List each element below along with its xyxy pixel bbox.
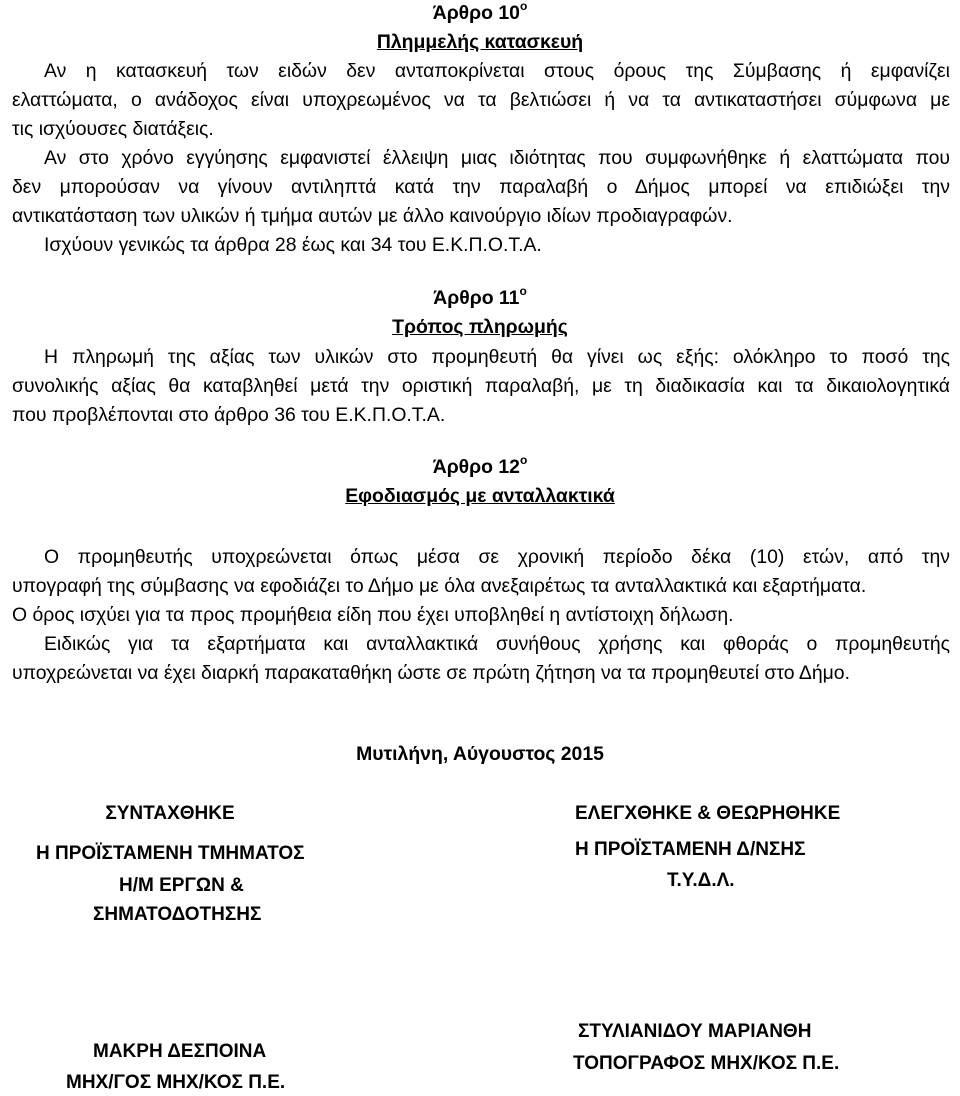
article-11-line-1: Η πληρωμή της αξίας των υλικών στο προμηθευτή θα γίνει ως εξής: ολόκληρο το ποσό της [44,346,950,368]
left-signature-dept-line1: Η/Μ ΕΡΓΩΝ & [119,875,244,896]
article-11-sup: ο [519,284,527,298]
left-signature-role: Η ΠΡΟΪΣΤΑΜΕΝΗ ΤΜΗΜΑΤΟΣ [36,843,305,864]
article-12-line-3: Ο όρος ισχύει για τα προς προμήθεια είδη που έχει υποβληθεί η αντίστοιχη δήλωση. [12,604,734,626]
left-signature-name: ΜΑΚΡΗ ΔΕΣΠΟΙΝΑ [93,1041,267,1062]
article-11-number: Άρθρο 11 [433,287,520,309]
article-10-line-6: αντικατάσταση των υλικών ή τμήμα αυτών με άλλο καινούργιο ιδίων προδιαγραφών. [12,205,733,227]
article-10-line-4: Αν στο χρόνο εγγύησης εμφανιστεί έλλειψη μιας ιδιότητας που συμφωνήθηκε ή ελαττώματα που [44,147,950,169]
article-12-heading [0,453,960,479]
left-signature-title: ΜΗΧ/ΓΟΣ ΜΗΧ/ΚΟΣ Π.Ε. [66,1072,286,1093]
article-12-line-4: Ειδικώς για τα εξαρτήματα και ανταλλακτικά συνήθους χρήσης και φθοράς ο προμηθευτής [44,633,950,655]
article-10-number: Άρθρο 10 [432,2,520,24]
right-signature-title: ΤΟΠΟΓΡΑΦΟΣ ΜΗΧ/ΚΟΣ Π.Ε. [573,1053,840,1074]
article-12-line-5: υποχρεώνεται να έχει διαρκή παρακαταθήκη ώστε σε πρώτη ζήτηση να τα προμηθευτεί στο Δήμο. [12,662,850,684]
article-10-line-5: δεν μπορούσαν να γίνουν αντιληπτά κατά την παραλαβή ο Δήμος μπορεί να επιδιώξει την [12,176,950,198]
place-date: Μυτιλήνη, Αύγουστος 2015 [356,743,604,765]
right-signature-status: ΕΛΕΓΧΘΗΚΕ & ΘΕΩΡΗΘΗΚΕ [575,803,841,824]
right-signature-dept: Τ.Υ.Δ.Λ. [667,870,735,891]
article-11-heading [0,284,960,310]
left-signature-block [12,803,328,825]
left-signature-dept-line2: ΣΗΜΑΤΟΔΟΤΗΣΗΣ [93,904,262,925]
right-signature-name: ΣΤΥΛΙΑΝΙΔΟΥ ΜΑΡΙΑΝΘΗ [578,1021,812,1042]
article-10-title: Πλημμελής κατασκευή [376,31,584,53]
article-12-line-2: υπογραφή της σύμβασης να εφοδιάζει το Δήμο με όλα ανεξαιρέτως τα ανταλλακτικά και εξαρτήματα. [12,575,867,597]
article-10-line-7: Ισχύουν γενικώς τα άρθρα 28 έως και 34 του Ε.Κ.Π.Ο.Τ.Α. [44,234,542,256]
article-11-line-2: συνολικής αξίας θα καταβληθεί μετά την οριστική παραλαβή, με τη διαδικασία και τα δικαιολογητικά [12,375,950,397]
article-12-sup: ο [519,453,528,467]
article-11-title: Τρόπος πληρωμής [392,316,568,338]
article-10-heading [0,2,960,25]
article-11-line-3: που προβλέπονται στο άρθρο 36 του Ε.Κ.Π.Ο.Τ.Α. [12,404,446,426]
article-12-number: Άρθρο 12 [432,456,520,478]
article-10-line-2: ελαττώματα, ο ανάδοχος είναι υποχρεωμένος να τα βελτιώσει ή να τα αντικαταστήσει σύμφωνα με [12,89,950,111]
article-10-line-1: Αν η κατασκευή των ειδών δεν ανταποκρίνεται στους όρους της Σύμβασης ή εμφανίζει [44,60,950,82]
article-10-line-3: τις ισχύουσες διατάξεις. [12,118,214,140]
article-12-title: Εφοδιασμός με ανταλλακτικά [345,485,615,507]
article-10-sup: ο [519,0,528,13]
left-signature-status: ΣΥΝΤΑΧΘΗΚΕ [105,803,235,824]
article-12-line-1: Ο προμηθευτής υποχρεώνεται όπως μέσα σε χρονική περίοδο δέκα (10) ετών, από την [44,546,950,568]
right-signature-role: Η ΠΡΟΪΣΤΑΜΕΝΗ Δ/ΝΣΗΣ [575,839,806,860]
